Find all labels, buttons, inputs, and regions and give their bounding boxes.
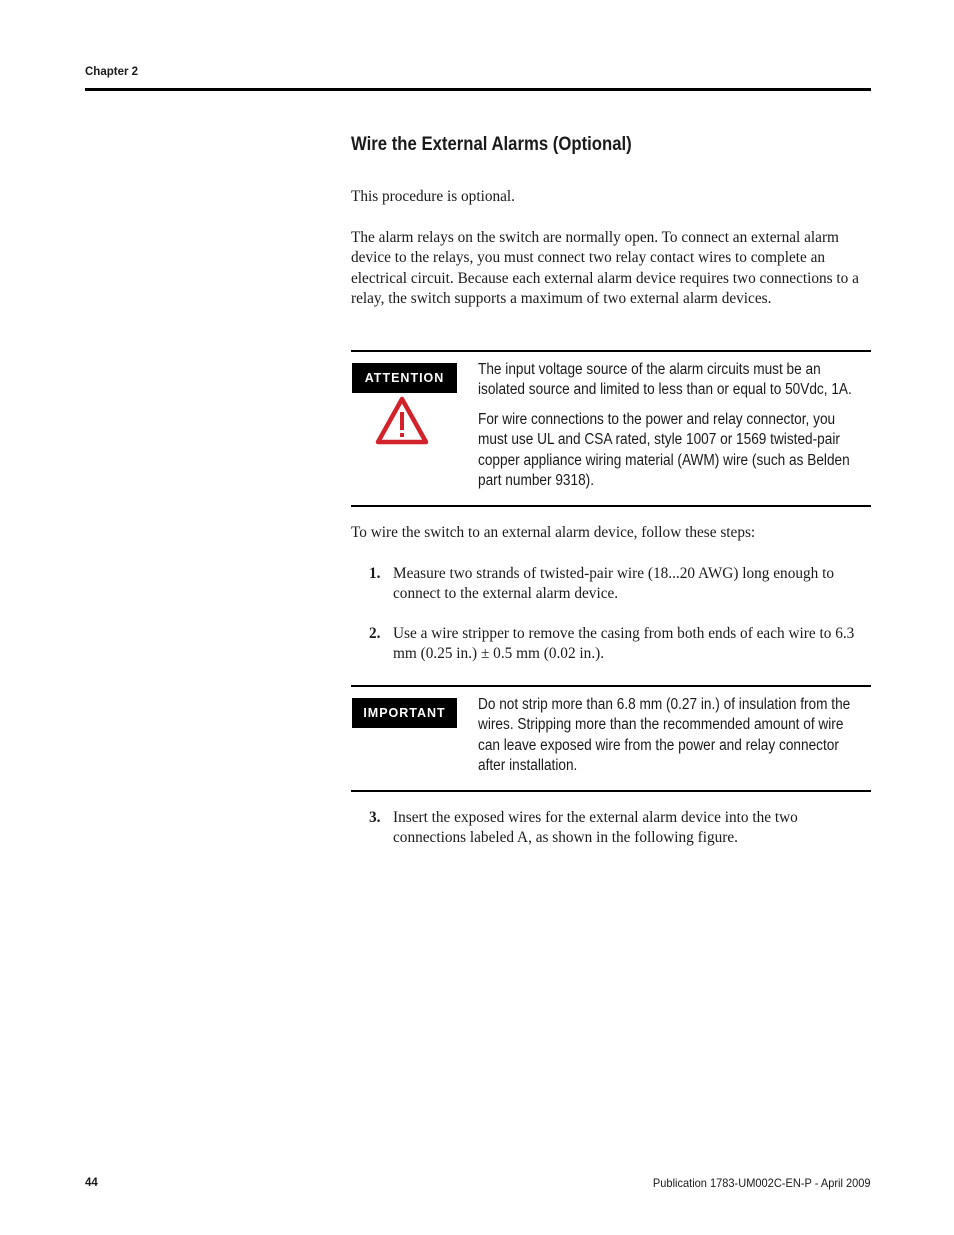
step-number: 3. <box>369 809 381 826</box>
step-text: Use a wire stripper to remove the casing from both ends of each wire to 6.3 mm (0.25 in.) ± 0.5 mm (0.02 in.). <box>393 625 855 663</box>
page-number: 44 <box>85 1177 98 1189</box>
important-notice <box>351 685 871 792</box>
attention-text-wiring: For wire connections to the power and relay connector, you must use UL and CSA rated, style 1007 or 1569 twisted-pair copper appliance wiring material (AWM) wire (such as Belden part number 9318). <box>478 411 850 489</box>
step-text: Insert the exposed wires for the external alarm device into the two connections labeled A, as shown in the following figure. <box>393 809 798 847</box>
important-label: IMPORTANT <box>352 698 457 728</box>
step-number: 1. <box>369 565 381 582</box>
header-rule <box>85 88 871 91</box>
attention-text-voltage: The input voltage source of the alarm circuits must be an isolated source and limited to less than or equal to 50Vdc, 1A. <box>478 361 852 399</box>
warning-triangle-icon <box>375 396 429 446</box>
attention-label: ATTENTION <box>352 363 457 393</box>
steps-intro: To wire the switch to an external alarm device, follow these steps: <box>351 524 756 541</box>
step-2 <box>351 624 871 665</box>
alarm-relay-paragraph: The alarm relays on the switch are normally open. To connect an external alarm device to the relays, you must connect two relay contact wires to complete an electrical circuit. Because each external alarm device requires two connections to a relay, the switch supports a maximum of two external alarm devices. <box>351 229 859 308</box>
step-3 <box>351 808 871 849</box>
step-text: Measure two strands of twisted-pair wire (18...20 AWG) long enough to connect to the external alarm device. <box>393 565 835 603</box>
attention-notice <box>351 350 871 507</box>
chapter-label: Chapter 2 <box>85 66 139 78</box>
section-title: Wire the External Alarms (Optional) <box>351 134 632 155</box>
intro-paragraph: This procedure is optional. <box>351 188 515 205</box>
step-1 <box>351 564 871 605</box>
important-text: Do not strip more than 6.8 mm (0.27 in.) of insulation from the wires. Stripping more than the recommended amount of wire can leave exposed wire from the power and relay connector after installation. <box>478 696 851 774</box>
publication-info: Publication 1783-UM002C-EN-P - April 2009 <box>653 1176 871 1190</box>
step-number: 2. <box>369 625 381 642</box>
